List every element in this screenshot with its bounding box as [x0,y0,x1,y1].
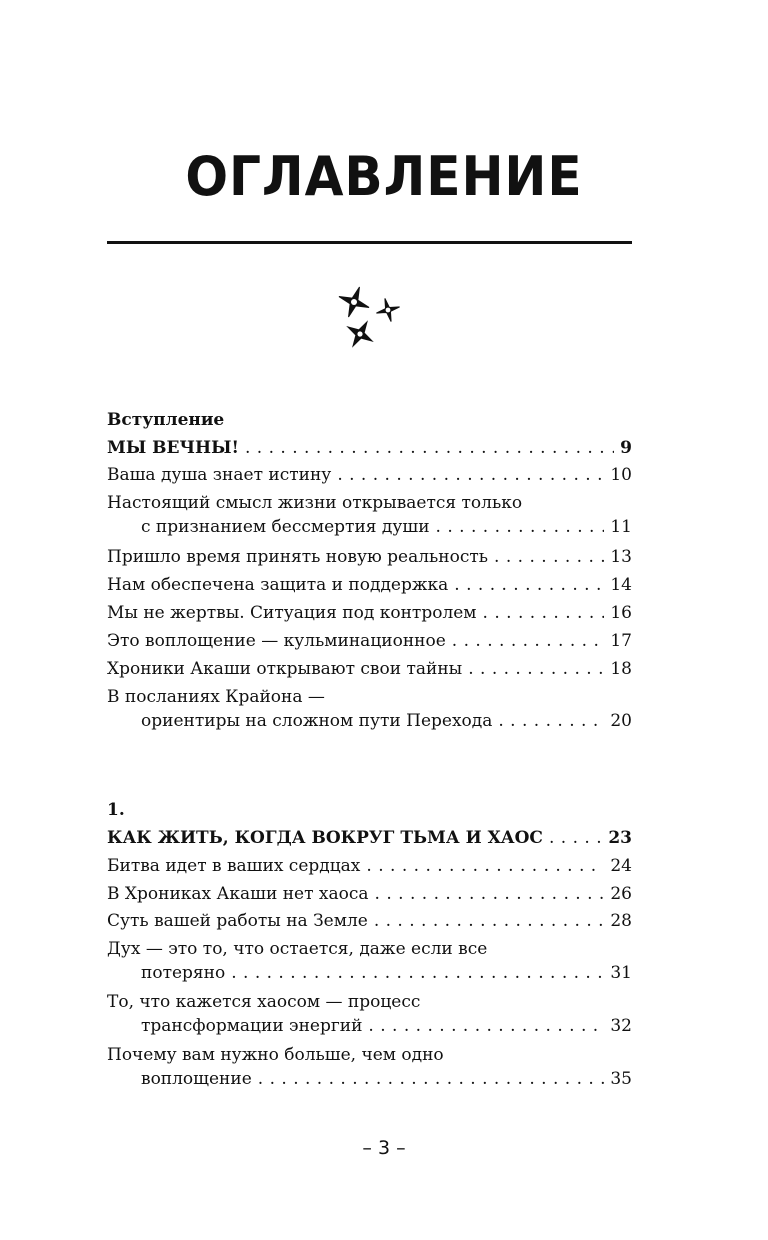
toc-entry[interactable] [107,1043,632,1091]
page-number: – 3 – [362,1137,406,1159]
entry-title: Мы не жертвы. Ситуация под контролем [107,603,477,623]
entry-title-continued: потеряно [141,963,226,983]
toc-entry[interactable] [107,826,632,850]
toc-entry[interactable] [107,937,632,985]
dot-leader [483,601,605,625]
entry-page: 31 [610,963,632,983]
entry-title-continued: ориентиры на сложном пути Перехода [141,711,493,731]
toc-entry[interactable] [107,601,632,625]
dot-leader [494,545,604,569]
entry-title-continued: с признанием бессмертия души [141,517,430,537]
entry-page: 32 [610,1016,632,1036]
dot-leader [231,961,604,985]
entry-title: Дух — это то, что остается, даже если все [107,939,488,959]
dot-leader [436,515,605,539]
toc-entry[interactable] [107,629,632,653]
entry-title-continued: трансформации энергий [141,1016,363,1036]
entry-title: Нам обеспечена защита и поддержка [107,575,449,595]
toc-entry[interactable] [107,657,632,681]
toc-entry[interactable] [107,882,632,906]
entry-title: То, что кажется хаосом — процесс [107,992,421,1012]
entry-page: 11 [610,517,632,537]
toc-entry[interactable] [107,463,632,487]
section-label: 1. [107,800,125,820]
entry-page: 23 [608,828,632,848]
entry-page: 9 [620,438,632,458]
entry-page: 13 [610,547,632,567]
entry-title: Хроники Акаши открывают свои тайны [107,659,463,679]
toc-entry[interactable] [107,436,632,460]
dot-leader [245,436,614,460]
entry-title: В Хрониках Акаши нет хаоса [107,884,369,904]
entry-title: МЫ ВЕЧНЫ! [107,438,239,458]
dot-leader [375,882,605,906]
entry-page: 24 [610,856,632,876]
toc-entry[interactable] [107,909,632,933]
toc-entry[interactable] [107,990,632,1038]
page-title: ОГЛАВЛЕНИЕ [185,145,583,208]
entry-title: Суть вашей работы на Земле [107,911,368,931]
entry-title: КАК ЖИТЬ, КОГДА ВОКРУГ ТЬМА И ХАОС [107,828,543,848]
entry-title: Это воплощение — кульминационное [107,631,446,651]
entry-page: 35 [610,1069,632,1089]
entry-title: Настоящий смысл жизни открывается только [107,493,523,513]
toc-entry[interactable] [107,491,632,539]
entry-title-continued: воплощение [141,1069,252,1089]
dot-leader [549,826,602,850]
entry-page: 20 [610,711,632,731]
entry-page: 28 [610,911,632,931]
dot-leader [337,463,604,487]
entry-title: В посланиях Крайона — [107,687,325,707]
toc-entry[interactable] [107,854,632,878]
dot-leader [454,573,604,597]
entry-page: 16 [610,603,632,623]
dot-leader [374,909,605,933]
entry-title: Пришло время принять новую реальность [107,547,489,567]
dot-leader [498,709,604,733]
entry-page: 14 [610,575,632,595]
dot-leader [366,854,604,878]
entry-page: 26 [610,884,632,904]
toc-entry[interactable] [107,573,632,597]
title-divider [107,241,632,244]
entry-title: Почему вам нужно больше, чем одно [107,1045,444,1065]
toc-entry[interactable] [107,545,632,569]
section-label: Вступление [107,410,225,430]
dot-leader [368,1014,604,1038]
stars-ornament-icon [330,280,410,354]
entry-page: 17 [610,631,632,651]
dot-leader [452,629,605,653]
dot-leader [468,657,604,681]
entry-title: Ваша душа знает истину [107,465,332,485]
dot-leader [258,1067,605,1091]
toc-entry[interactable] [107,685,632,733]
entry-page: 10 [610,465,632,485]
entry-title: Битва идет в ваших сердцах [107,856,361,876]
entry-page: 18 [610,659,632,679]
